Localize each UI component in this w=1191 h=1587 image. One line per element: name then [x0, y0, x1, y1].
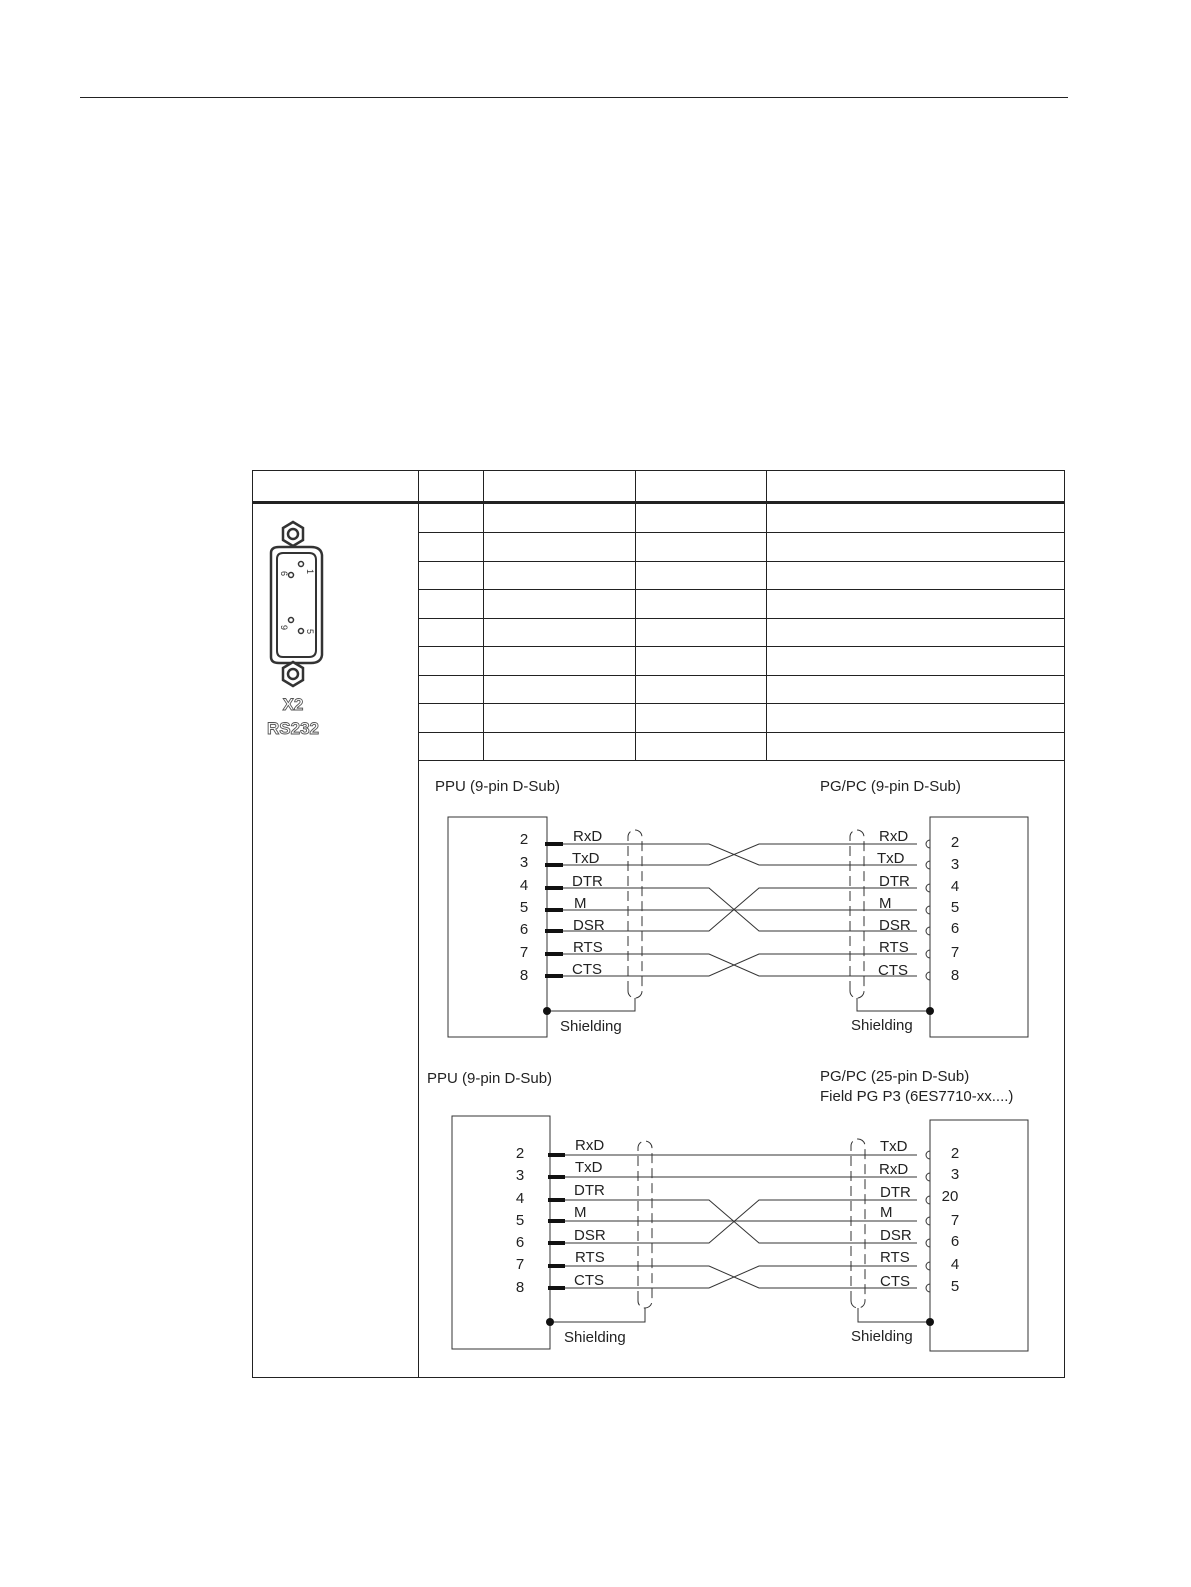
socket-terminals — [926, 1151, 930, 1292]
pin-label: 1 — [305, 569, 315, 575]
signal-label: DTR — [880, 1184, 911, 1201]
pin-number: 5 — [950, 899, 960, 916]
shield-label: Shielding — [560, 1018, 622, 1035]
signal-label: M — [879, 895, 892, 912]
signal-label: RxD — [879, 1161, 909, 1178]
header-rule — [80, 97, 1068, 98]
pin-label: 5 — [305, 629, 315, 635]
pin-number: 2 — [519, 831, 529, 848]
table-row — [418, 561, 1065, 562]
pin-number: 20 — [941, 1188, 959, 1205]
signal-label: TxD — [877, 850, 905, 867]
wiring-diagrams — [419, 761, 1059, 1378]
ppu-connector-box — [452, 1116, 550, 1349]
signal-label: M — [574, 1204, 587, 1221]
pin-number: 5 — [950, 1278, 960, 1295]
signal-label: DSR — [573, 917, 605, 934]
diagram-subtitle: Field PG P3 (6ES7710-xx....) — [820, 1088, 1014, 1105]
pin-number: 5 — [515, 1212, 525, 1229]
pin-number: 4 — [515, 1190, 525, 1207]
signal-label: DTR — [574, 1182, 605, 1199]
shield-ground — [543, 1007, 551, 1015]
signal-label: RxD — [573, 828, 603, 845]
signal-label: DTR — [572, 873, 603, 890]
signal-label: TxD — [572, 850, 600, 867]
pin-assignment-table — [252, 470, 1065, 1378]
dsub-connector-icon — [261, 519, 341, 689]
table-row — [418, 646, 1065, 647]
ppu-connector-box — [448, 817, 547, 1037]
pin-number: 8 — [950, 967, 960, 984]
pin-number: 4 — [950, 878, 960, 895]
pin-number: 6 — [950, 920, 960, 937]
pin-number: 6 — [950, 1233, 960, 1250]
table-row — [418, 703, 1065, 704]
cable-wires — [565, 1155, 917, 1288]
signal-label: M — [574, 895, 587, 912]
column-divider — [635, 471, 636, 761]
wiring-diagram-25pin — [427, 1068, 1028, 1351]
signal-label: CTS — [878, 962, 908, 979]
shield-ground — [926, 1318, 934, 1326]
pin-label: 6 — [279, 571, 289, 577]
pin-number: 5 — [519, 899, 529, 916]
diagram-title: PG/PC (9-pin D-Sub) — [820, 778, 961, 795]
shield-label: Shielding — [851, 1328, 913, 1345]
signal-label: RTS — [880, 1249, 910, 1266]
pin-stubs — [548, 1155, 565, 1288]
signal-label: CTS — [572, 961, 602, 978]
pin-number: 2 — [950, 834, 960, 851]
signal-label: RTS — [573, 939, 603, 956]
pin-number: 7 — [515, 1256, 525, 1273]
pin-number: 3 — [519, 854, 529, 871]
pin-label: 9 — [279, 625, 289, 631]
cable-shield — [550, 1139, 930, 1322]
connector-type: RS232 — [267, 719, 319, 738]
signal-label: RTS — [879, 939, 909, 956]
signal-label: DTR — [879, 873, 910, 890]
table-row — [418, 675, 1065, 676]
signal-label: TxD — [880, 1138, 908, 1155]
pin-number: 3 — [950, 1166, 960, 1183]
pin-number: 7 — [950, 1212, 960, 1229]
wiring-diagram-9pin — [435, 778, 1028, 1037]
pin-number: 3 — [515, 1167, 525, 1184]
pgpc-connector-box — [930, 1120, 1028, 1351]
column-divider — [766, 471, 767, 761]
pin-number: 7 — [519, 944, 529, 961]
pin-number: 4 — [519, 877, 529, 894]
socket-terminals — [926, 840, 930, 980]
diagram-title: PPU (9-pin D-Sub) — [427, 1070, 553, 1087]
pgpc-connector-box — [930, 817, 1028, 1037]
pin-number: 8 — [515, 1279, 525, 1296]
shield-ground — [926, 1007, 934, 1015]
connector-name: X2 — [282, 695, 304, 714]
shield-label: Shielding — [564, 1329, 626, 1346]
pin-number: 6 — [519, 921, 529, 938]
signal-label: RxD — [575, 1137, 605, 1154]
signal-label: DSR — [574, 1227, 606, 1244]
signal-label: CTS — [880, 1273, 910, 1290]
shield-label: Shielding — [851, 1017, 913, 1034]
pin-number: 6 — [515, 1234, 525, 1251]
pin-number: 4 — [950, 1256, 960, 1273]
signal-label: RxD — [879, 828, 909, 845]
signal-label: DSR — [879, 917, 911, 934]
pin-number: 2 — [515, 1145, 525, 1162]
pin-stubs — [545, 844, 563, 976]
table-row — [418, 618, 1065, 619]
signal-label: M — [880, 1204, 893, 1221]
table-row — [418, 589, 1065, 590]
table-header-rule — [253, 501, 1064, 504]
shield-ground — [546, 1318, 554, 1326]
diagram-title: PG/PC (25-pin D-Sub) — [820, 1068, 970, 1085]
signal-label: CTS — [574, 1272, 604, 1289]
table-row — [418, 732, 1065, 733]
column-divider — [483, 471, 484, 761]
pin-number: 3 — [950, 856, 960, 873]
signal-label: RTS — [575, 1249, 605, 1266]
table-row — [418, 532, 1065, 533]
pin-number: 8 — [519, 967, 529, 984]
pin-number: 7 — [950, 944, 960, 961]
signal-label: DSR — [880, 1227, 912, 1244]
diagram-title: PPU (9-pin D-Sub) — [435, 778, 561, 795]
pin-number: 2 — [950, 1145, 960, 1162]
signal-label: TxD — [575, 1159, 603, 1176]
